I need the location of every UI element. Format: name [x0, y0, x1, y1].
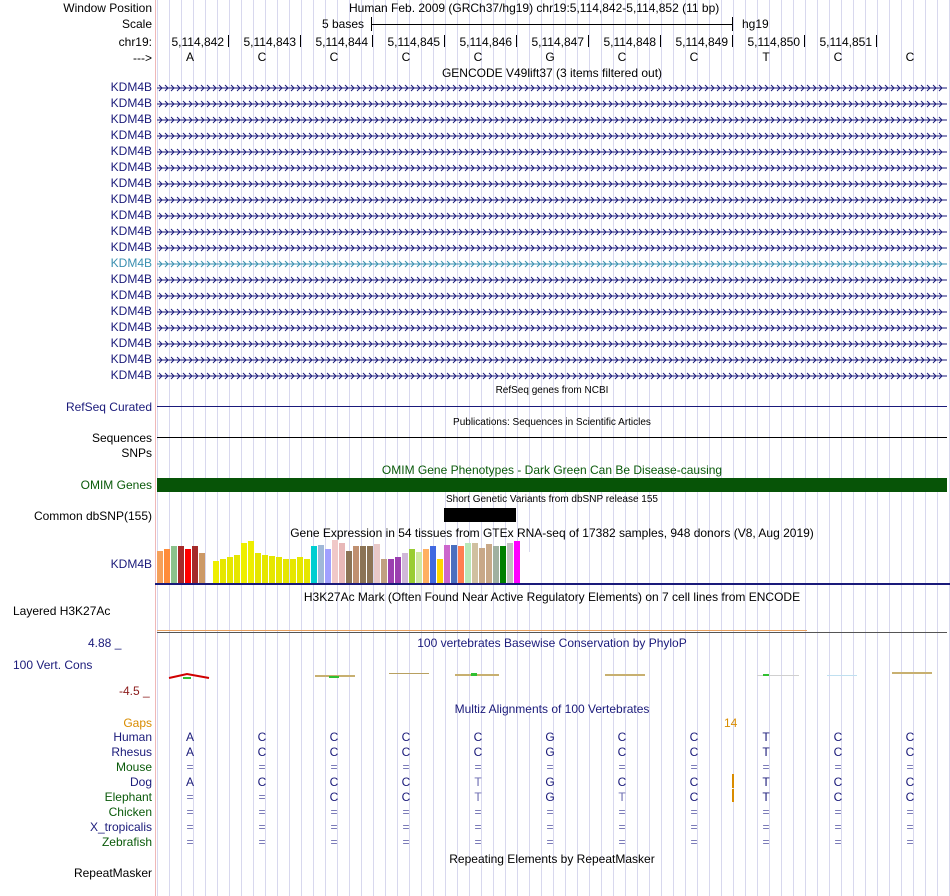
gtex-tissue-bar[interactable] — [178, 546, 184, 583]
multiz-base: = — [546, 760, 554, 774]
gencode-transcript[interactable] — [157, 322, 947, 332]
multiz-base: C — [473, 745, 483, 759]
ruler-base: C — [473, 50, 483, 64]
dbsnp-track-title[interactable]: Short Genetic Variants from dbSNP release 155 — [446, 494, 658, 505]
multiz-base: C — [257, 730, 267, 744]
gtex-tissue-bar[interactable] — [402, 553, 408, 583]
gtex-baseline — [155, 583, 950, 585]
multiz-base: A — [185, 775, 194, 789]
ruler-base: C — [257, 50, 267, 64]
gtex-tissue-bar[interactable] — [416, 552, 422, 583]
multiz-base: C — [905, 730, 915, 744]
phylop-track-title[interactable]: 100 vertebrates Basewise Conservation by PhyloP — [417, 636, 687, 650]
gencode-gene-label[interactable]: KDM4B — [110, 336, 152, 350]
gtex-tissue-bar[interactable] — [353, 546, 359, 583]
gtex-tissue-bar[interactable] — [451, 545, 457, 583]
ruler-position-label: 5,114,842 — [171, 35, 224, 49]
ruler-base: G — [545, 50, 555, 64]
h3k27ac-track-title[interactable]: H3K27Ac Mark (Often Found Near Active Regulatory Elements) on 7 cell lines from ENCODE — [303, 590, 801, 604]
strand-label: ---> — [133, 51, 152, 65]
gtex-tissue-bar[interactable] — [325, 549, 331, 583]
multiz-base: G — [545, 790, 555, 804]
gtex-tissue-bar[interactable] — [381, 559, 387, 583]
gencode-transcript[interactable] — [157, 258, 947, 268]
multiz-base: C — [257, 775, 267, 789]
gtex-tissue-bar[interactable] — [367, 546, 373, 583]
gtex-tissue-bar[interactable] — [290, 559, 296, 583]
chrom-label: chr19: — [118, 35, 152, 49]
gtex-tissue-bar[interactable] — [346, 551, 352, 583]
multiz-base: = — [186, 760, 194, 774]
gtex-tissue-bar[interactable] — [500, 546, 506, 583]
gtex-tissue-bar[interactable] — [311, 546, 317, 583]
multiz-base: A — [185, 745, 194, 759]
gtex-tissue-bar[interactable] — [339, 543, 345, 583]
gencode-transcript[interactable] — [157, 178, 947, 188]
gtex-tissue-bar[interactable] — [318, 545, 324, 583]
gencode-gene-label[interactable]: KDM4B — [110, 240, 152, 254]
gaps-label: Gaps — [123, 716, 152, 730]
gencode-transcript[interactable] — [157, 130, 947, 140]
multiz-species-label[interactable]: Human — [113, 730, 152, 744]
gtex-tissue-bar[interactable] — [388, 559, 394, 583]
multiz-base: C — [689, 730, 699, 744]
track-label-divider — [155, 0, 156, 896]
gencode-gene-label[interactable]: KDM4B — [110, 144, 152, 158]
multiz-species-label[interactable]: Zebrafish — [101, 835, 152, 849]
multiz-base: = — [186, 790, 194, 804]
gtex-tissue-bar[interactable] — [171, 546, 177, 583]
multiz-base: C — [401, 730, 411, 744]
gtex-tissue-bar[interactable] — [479, 548, 485, 583]
ruler-base: T — [762, 50, 770, 64]
gtex-tissue-bar[interactable] — [241, 543, 247, 583]
window-position-label: Window Position — [63, 1, 152, 15]
multiz-track-title[interactable]: Multiz Alignments of 100 Vertebrates — [454, 702, 650, 716]
gtex-tissue-bar[interactable] — [409, 549, 415, 583]
multiz-base: = — [834, 820, 842, 834]
gtex-tissue-bar[interactable] — [486, 544, 492, 583]
multiz-base: = — [258, 805, 266, 819]
multiz-base: C — [905, 775, 915, 789]
gap-marker — [732, 789, 734, 802]
multiz-base: C — [617, 745, 627, 759]
gencode-transcript[interactable] — [157, 210, 947, 220]
multiz-base: G — [545, 730, 555, 744]
gtex-tissue-bar[interactable] — [423, 549, 429, 583]
multiz-base: = — [762, 835, 770, 849]
gencode-gene-label[interactable]: KDM4B — [110, 224, 152, 238]
gtex-tissue-bar[interactable] — [227, 557, 233, 583]
gtex-tissue-bar[interactable] — [206, 546, 212, 583]
phylop-mark — [827, 675, 857, 676]
ruler-base: C — [329, 50, 339, 64]
gencode-gene-label[interactable]: KDM4B — [110, 112, 152, 126]
ruler-position-label: 5,114,845 — [387, 35, 440, 49]
multiz-base: = — [330, 820, 338, 834]
gencode-gene-label[interactable]: KDM4B — [110, 208, 152, 222]
gencode-transcript[interactable] — [157, 306, 947, 316]
multiz-base: = — [474, 805, 482, 819]
gencode-transcript[interactable] — [157, 338, 947, 348]
multiz-base: = — [690, 805, 698, 819]
multiz-base: = — [474, 820, 482, 834]
gap-count: 14 — [724, 716, 738, 730]
gencode-gene-label[interactable]: KDM4B — [110, 160, 152, 174]
ruler-base: C — [689, 50, 699, 64]
publications-line[interactable] — [157, 437, 947, 438]
multiz-species-label[interactable]: Chicken — [108, 805, 152, 819]
multiz-base: C — [689, 745, 699, 759]
gencode-gene-label[interactable]: KDM4B — [110, 80, 152, 94]
publications-label[interactable]: Sequences — [91, 431, 152, 445]
gencode-gene-label[interactable]: KDM4B — [110, 288, 152, 302]
gencode-gene-label[interactable]: KDM4B — [110, 272, 152, 286]
multiz-base: = — [618, 820, 626, 834]
multiz-base: = — [186, 805, 194, 819]
ruler-position-label: 5,114,848 — [603, 35, 656, 49]
multiz-base: C — [329, 790, 339, 804]
scale-assembly: hg19 — [742, 17, 769, 31]
gap-marker — [732, 774, 734, 788]
multiz-base: C — [833, 745, 843, 759]
ruler-position-label: 5,114,851 — [819, 35, 872, 49]
multiz-base: C — [833, 775, 843, 789]
multiz-base: C — [689, 775, 699, 789]
multiz-species-label[interactable]: Rhesus — [111, 745, 152, 759]
multiz-base: = — [474, 835, 482, 849]
multiz-base: C — [473, 730, 483, 744]
multiz-base: = — [402, 760, 410, 774]
multiz-base: = — [906, 760, 914, 774]
ruler-position-label: 5,114,849 — [675, 35, 728, 49]
multiz-species-label[interactable]: X_tropicalis — [89, 820, 152, 834]
ruler-position-label: 5,114,846 — [459, 35, 512, 49]
phylop-signal — [157, 668, 947, 684]
gtex-tissue-bar[interactable] — [472, 543, 478, 583]
multiz-base: = — [762, 760, 770, 774]
gencode-gene-label[interactable]: KDM4B — [110, 256, 152, 270]
gtex-tissue-bar[interactable] — [185, 549, 191, 583]
multiz-base: = — [186, 835, 194, 849]
multiz-base: = — [834, 760, 842, 774]
gencode-gene-label[interactable]: KDM4B — [110, 352, 152, 366]
multiz-base: = — [546, 835, 554, 849]
multiz-base: = — [690, 835, 698, 849]
gtex-tissue-bar[interactable] — [514, 541, 520, 583]
multiz-base: = — [402, 835, 410, 849]
refseq-track-title[interactable]: RefSeq genes from NCBI — [495, 385, 609, 396]
multiz-base: T — [762, 730, 770, 744]
multiz-base: = — [258, 820, 266, 834]
multiz-base: C — [833, 790, 843, 804]
multiz-base: = — [546, 820, 554, 834]
gencode-transcript[interactable] — [157, 290, 947, 300]
multiz-base: = — [618, 835, 626, 849]
multiz-base: = — [546, 805, 554, 819]
multiz-base: C — [329, 730, 339, 744]
multiz-base: C — [401, 745, 411, 759]
gencode-transcript[interactable] — [157, 162, 947, 172]
multiz-base: T — [762, 775, 770, 789]
phylop-min: -4.5 _ — [119, 684, 150, 698]
ruler-position-label: 5,114,850 — [747, 35, 800, 49]
gtex-tissue-bar[interactable] — [437, 559, 443, 583]
gtex-tissue-bar[interactable] — [297, 557, 303, 583]
gencode-transcript[interactable] — [157, 370, 947, 380]
gtex-bar-chart[interactable] — [157, 540, 537, 583]
h3k27ac-label[interactable]: Layered H3K27Ac — [13, 604, 111, 618]
scale-text: 5 bases — [322, 17, 365, 31]
scale-bar — [371, 17, 733, 31]
multiz-base: = — [618, 805, 626, 819]
gtex-tissue-bar[interactable] — [234, 555, 240, 583]
gtex-tissue-bar[interactable] — [248, 541, 254, 583]
multiz-base: = — [906, 805, 914, 819]
gtex-tissue-bar[interactable] — [276, 557, 282, 583]
multiz-base: C — [329, 745, 339, 759]
multiz-base: T — [618, 790, 626, 804]
gencode-transcript[interactable] — [157, 354, 947, 364]
phylop-mark — [892, 672, 932, 674]
multiz-base: = — [834, 805, 842, 819]
omim-gene-bar[interactable] — [157, 478, 947, 492]
gencode-transcript[interactable] — [157, 194, 947, 204]
phylop-mark — [329, 676, 339, 678]
multiz-base: C — [833, 730, 843, 744]
ruler-position-label: 5,114,844 — [315, 35, 368, 49]
multiz-base: C — [689, 790, 699, 804]
gtex-track-title[interactable]: Gene Expression in 54 tissues from GTEx RNA-seq of 17382 samples, 948 donors (V8, Aug 2019) — [290, 526, 814, 540]
multiz-base: = — [906, 820, 914, 834]
gtex-tissue-bar[interactable] — [528, 552, 534, 583]
multiz-base: = — [330, 835, 338, 849]
gtex-tissue-bar[interactable] — [332, 540, 338, 583]
gtex-tissue-bar[interactable] — [395, 557, 401, 583]
gencode-transcript[interactable] — [157, 98, 947, 108]
gencode-transcript[interactable] — [157, 242, 947, 252]
ruler-position-label: 5,114,847 — [531, 35, 584, 49]
gencode-transcript[interactable] — [157, 146, 947, 156]
phylop-mark — [183, 677, 191, 679]
multiz-species-label[interactable]: Elephant — [104, 790, 152, 804]
publications-track-title[interactable]: Publications: Sequences in Scientific Articles — [453, 417, 651, 428]
omim-track-title[interactable]: OMIM Gene Phenotypes - Dark Green Can Be Disease-causing — [381, 463, 723, 477]
multiz-base: = — [186, 820, 194, 834]
multiz-base: = — [258, 790, 266, 804]
dbsnp-variant-block[interactable] — [444, 508, 516, 522]
ruler-base: C — [905, 50, 915, 64]
multiz-base: C — [617, 775, 627, 789]
multiz-base: = — [330, 805, 338, 819]
multiz-base: A — [185, 730, 194, 744]
gtex-tissue-bar[interactable] — [507, 543, 513, 583]
multiz-base: = — [330, 760, 338, 774]
gtex-tissue-bar[interactable] — [458, 546, 464, 583]
gencode-gene-label[interactable]: KDM4B — [110, 128, 152, 142]
gtex-tissue-bar[interactable] — [430, 546, 436, 583]
multiz-base: T — [474, 790, 482, 804]
gencode-gene-label[interactable]: KDM4B — [110, 192, 152, 206]
multiz-base: = — [690, 760, 698, 774]
ruler-base: C — [617, 50, 627, 64]
snps-label[interactable]: SNPs — [121, 446, 152, 460]
phylop-label[interactable]: 100 Vert. Cons — [13, 658, 93, 672]
repeatmasker-track-title[interactable]: Repeating Elements by RepeatMasker — [449, 852, 655, 866]
ruler-base: A — [185, 50, 194, 64]
gtex-tissue-bar[interactable] — [374, 544, 380, 583]
gencode-transcript[interactable] — [157, 82, 947, 92]
gtex-tissue-bar[interactable] — [192, 546, 198, 583]
multiz-base: T — [762, 745, 770, 759]
gtex-tissue-bar[interactable] — [269, 556, 275, 583]
ruler-base: C — [401, 50, 411, 64]
multiz-species-label[interactable]: Dog — [129, 775, 152, 789]
multiz-base: = — [690, 820, 698, 834]
gtex-tissue-bar[interactable] — [157, 551, 163, 583]
multiz-base: C — [257, 745, 267, 759]
multiz-base: C — [329, 775, 339, 789]
gencode-transcript[interactable] — [157, 274, 947, 284]
multiz-base: = — [762, 805, 770, 819]
ruler-tick — [876, 35, 877, 47]
gtex-tissue-bar[interactable] — [465, 543, 471, 583]
gtex-tissue-bar[interactable] — [444, 545, 450, 583]
multiz-base: = — [258, 760, 266, 774]
multiz-base: C — [905, 790, 915, 804]
refseq-label[interactable]: RefSeq Curated — [65, 400, 152, 414]
window-position-text: Human Feb. 2009 (GRCh37/hg19) chr19:5,114,842-5,114,852 (11 bp) — [349, 1, 720, 15]
gtex-tissue-bar[interactable] — [283, 559, 289, 583]
gencode-gene-label[interactable]: KDM4B — [110, 96, 152, 110]
multiz-species-label[interactable]: Mouse — [115, 760, 152, 774]
phylop-mark — [389, 673, 429, 674]
phylop-mark — [763, 674, 769, 676]
multiz-base: T — [474, 775, 482, 789]
ruler-position-label: 5,114,843 — [243, 35, 296, 49]
repeatmasker-label[interactable]: RepeatMasker — [73, 866, 152, 880]
gencode-transcript[interactable] — [157, 226, 947, 236]
multiz-base: = — [258, 835, 266, 849]
multiz-base: C — [401, 775, 411, 789]
h3k27ac-signal — [157, 630, 807, 631]
gtex-tissue-bar[interactable] — [521, 548, 527, 583]
omim-label[interactable]: OMIM Genes — [80, 478, 152, 492]
multiz-base: = — [474, 760, 482, 774]
gencode-gene-label[interactable]: KDM4B — [110, 176, 152, 190]
phylop-mark — [471, 673, 477, 676]
gtex-tissue-bar[interactable] — [360, 546, 366, 583]
gtex-tissue-bar[interactable] — [164, 549, 170, 583]
multiz-base: = — [834, 835, 842, 849]
scale-label: Scale — [121, 17, 152, 31]
gencode-gene-label[interactable]: KDM4B — [110, 304, 152, 318]
gencode-gene-label[interactable]: KDM4B — [110, 320, 152, 334]
multiz-base: C — [401, 790, 411, 804]
gtex-tissue-bar[interactable] — [220, 559, 226, 583]
ruler-base: C — [833, 50, 843, 64]
multiz-base: C — [617, 730, 627, 744]
dbsnp-label[interactable]: Common dbSNP(155) — [33, 509, 152, 523]
gtex-tissue-bar[interactable] — [304, 559, 310, 583]
h3k27ac-baseline — [157, 632, 947, 633]
gencode-transcript[interactable] — [157, 114, 947, 124]
phylop-mark — [605, 674, 645, 676]
multiz-base: G — [545, 745, 555, 759]
multiz-base: = — [762, 820, 770, 834]
gtex-tissue-bar[interactable] — [493, 546, 499, 583]
phylop-max: 4.88 _ — [88, 636, 122, 650]
multiz-base: = — [402, 805, 410, 819]
gtex-tissue-bar[interactable] — [262, 555, 268, 583]
multiz-base: T — [762, 790, 770, 804]
multiz-base: C — [905, 745, 915, 759]
multiz-base: G — [545, 775, 555, 789]
gencode-track-title[interactable]: GENCODE V49lift37 (3 items filtered out) — [441, 66, 663, 80]
refseq-gene-line[interactable] — [157, 406, 947, 407]
gtex-gene-label[interactable]: KDM4B — [110, 557, 152, 571]
multiz-base: = — [618, 760, 626, 774]
multiz-base: = — [906, 835, 914, 849]
gtex-tissue-bar[interactable] — [255, 553, 261, 583]
gtex-tissue-bar[interactable] — [199, 553, 205, 583]
multiz-base: = — [402, 820, 410, 834]
gencode-gene-label[interactable]: KDM4B — [110, 368, 152, 382]
gtex-tissue-bar[interactable] — [213, 561, 219, 583]
